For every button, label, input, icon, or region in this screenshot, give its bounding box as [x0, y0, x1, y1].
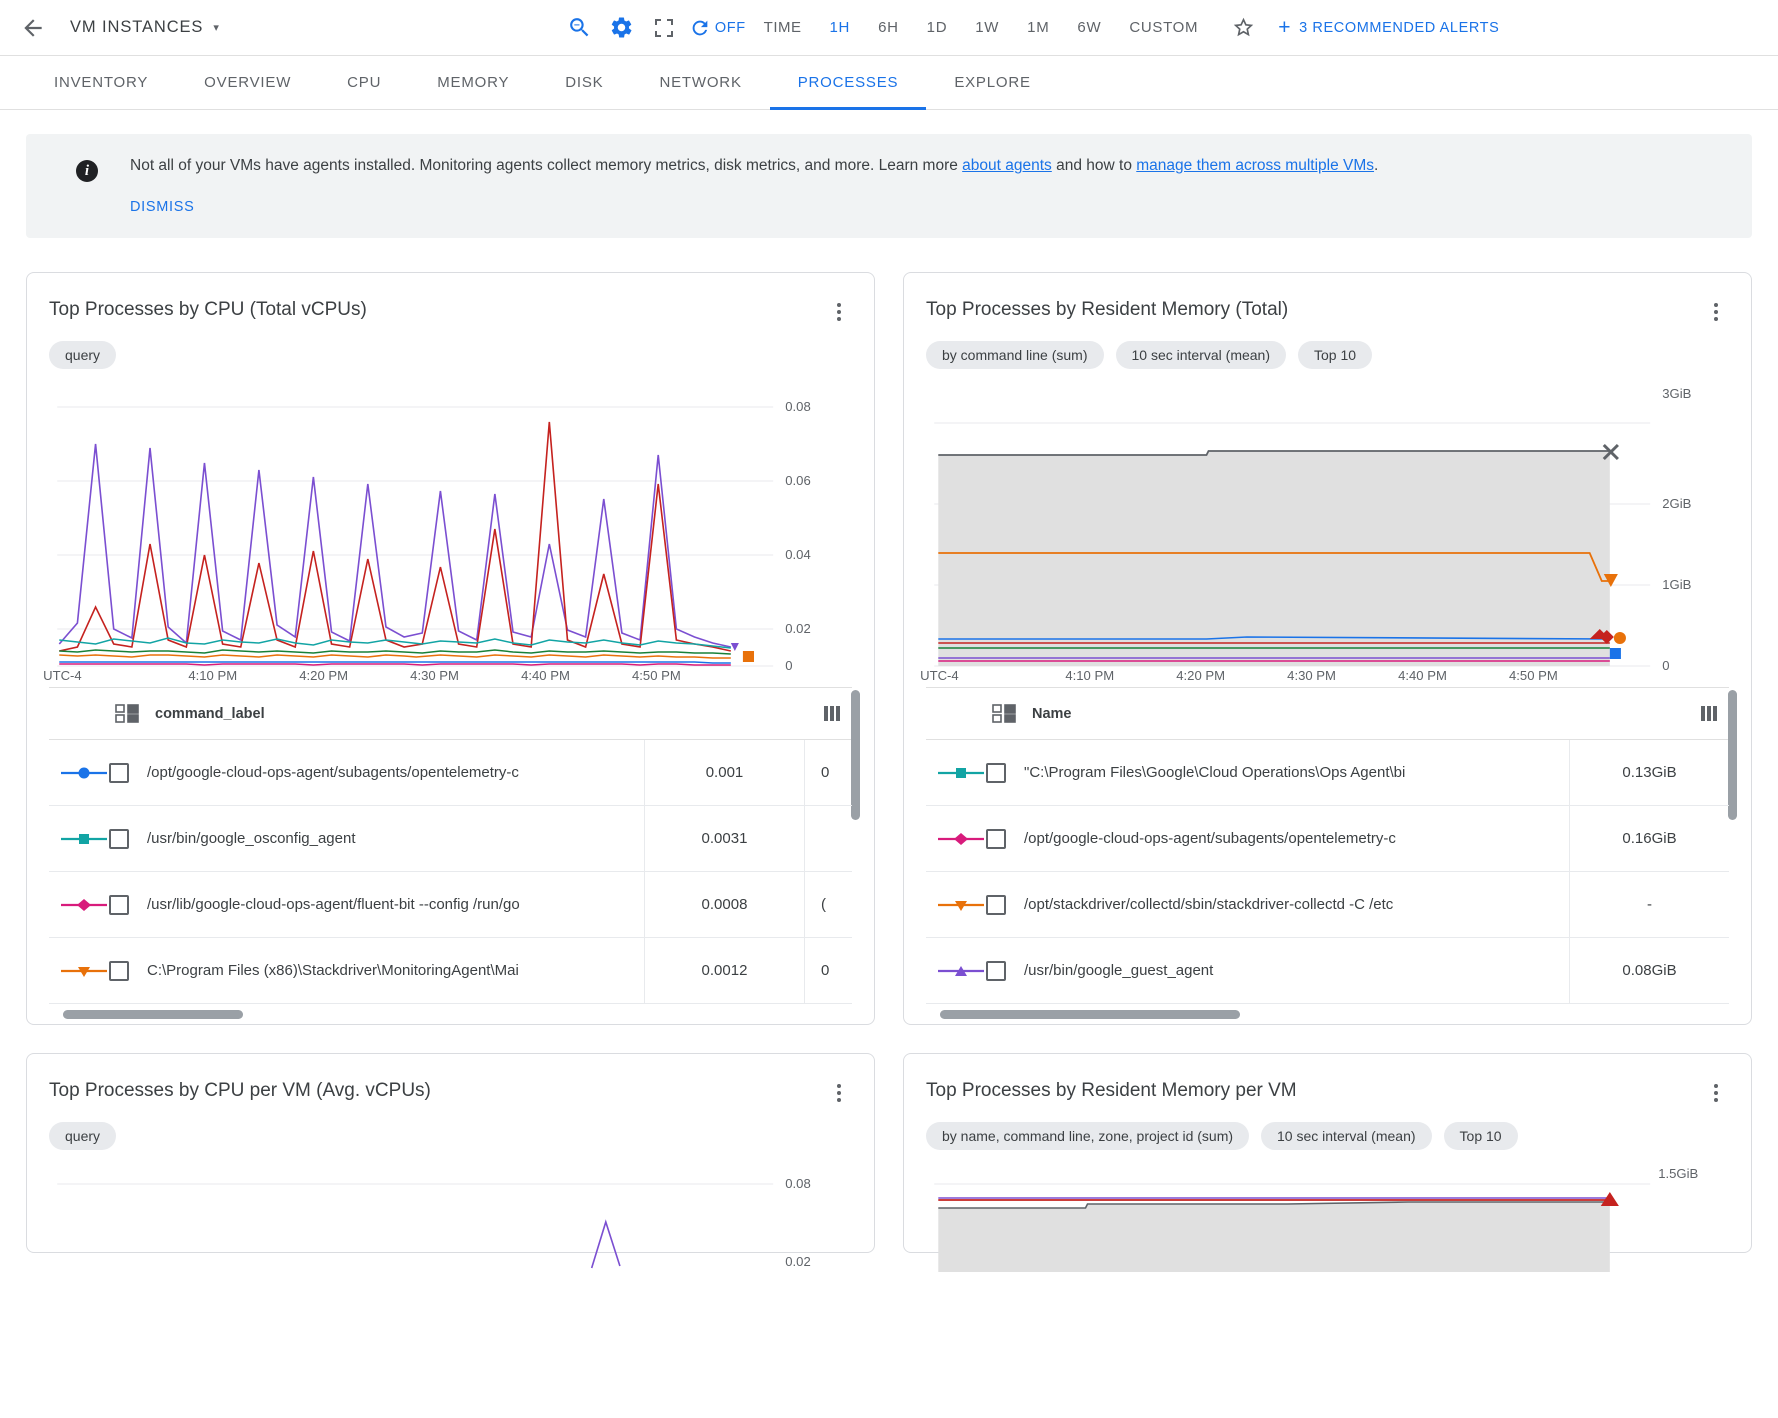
- cpu-per-vm-chart: [27, 1162, 874, 1272]
- row-checkbox[interactable]: [109, 763, 129, 783]
- series-swatch-square: [936, 766, 986, 780]
- table-row[interactable]: [49, 938, 852, 1004]
- chip-by-name-command-zone-project[interactable]: by name, command line, zone, project id (sum): [926, 1122, 1249, 1150]
- svg-text:4:30 PM: 4:30 PM: [410, 668, 459, 684]
- row-label: C:\Program Files (x86)\Stackdriver\MonitoringAgent\Mai: [147, 962, 519, 980]
- row-checkbox[interactable]: [986, 961, 1006, 981]
- legend-horizontal-scrollbar[interactable]: [940, 1010, 1240, 1019]
- row-checkbox[interactable]: [986, 895, 1006, 915]
- recommended-alerts-button[interactable]: [1278, 17, 1499, 38]
- series-swatch-square: [59, 832, 109, 846]
- chip-query[interactable]: query: [49, 341, 116, 369]
- cpu-total-chart: [27, 381, 874, 684]
- card-title: Top Processes by CPU per VM (Avg. vCPUs): [49, 1080, 431, 1102]
- cpu-total-legend-table: [49, 687, 852, 1024]
- svg-text:UTC-4: UTC-4: [920, 668, 959, 684]
- series-swatch-diamond: [59, 898, 109, 912]
- chip-row: [27, 1106, 874, 1150]
- columns-icon[interactable]: [824, 706, 840, 721]
- row-value: 0.13GiB: [1569, 740, 1729, 805]
- agents-info-banner: [26, 134, 1752, 238]
- range-1h[interactable]: 1H: [829, 19, 851, 36]
- row-value-secondary: [804, 806, 852, 871]
- more-options-icon[interactable]: [826, 299, 852, 325]
- card-top-processes-cpu-total: [26, 272, 875, 1025]
- svg-text:0.02: 0.02: [785, 1254, 811, 1270]
- chip-row: [27, 325, 874, 369]
- tab-cpu[interactable]: CPU: [347, 74, 382, 91]
- chip-row: [904, 325, 1751, 369]
- banner-text-part1: Not all of your VMs have agents installed. Monitoring agents collect memory metrics, disk metrics, and more. Learn more: [130, 157, 963, 174]
- table-row[interactable]: [49, 806, 852, 872]
- refresh-icon: [689, 17, 711, 39]
- tab-inventory[interactable]: INVENTORY: [54, 74, 149, 91]
- svg-text:0.04: 0.04: [785, 547, 811, 563]
- range-custom[interactable]: CUSTOM: [1129, 19, 1199, 36]
- time-label: TIME: [763, 19, 802, 36]
- row-value: 0.08GiB: [1569, 938, 1729, 1003]
- chip-top-10[interactable]: Top 10: [1444, 1122, 1518, 1150]
- table-row[interactable]: [926, 872, 1729, 938]
- more-options-icon[interactable]: [1703, 1080, 1729, 1106]
- about-agents-link[interactable]: about agents: [962, 157, 1052, 174]
- dashboard-grid: [0, 238, 1778, 1270]
- memory-total-chart: [904, 381, 1751, 684]
- table-row[interactable]: [49, 872, 852, 938]
- card-top-processes-memory-per-vm: [903, 1053, 1752, 1253]
- top-app-bar: [0, 0, 1778, 56]
- table-row[interactable]: [926, 938, 1729, 1004]
- page-title: VM INSTANCES: [70, 18, 204, 36]
- auto-refresh-label: OFF: [714, 19, 746, 36]
- svg-text:4:20 PM: 4:20 PM: [299, 668, 349, 684]
- row-value: -: [1569, 872, 1729, 937]
- card-top-processes-cpu-per-vm: [26, 1053, 875, 1270]
- chip-by-command-line[interactable]: by command line (sum): [926, 341, 1104, 369]
- search-zoom-icon[interactable]: [559, 7, 601, 49]
- row-checkbox[interactable]: [109, 961, 129, 981]
- row-value-secondary: 0: [804, 938, 852, 1003]
- range-1d[interactable]: 1D: [926, 19, 948, 36]
- recommended-alerts-label: 3 RECOMMENDED ALERTS: [1299, 19, 1500, 36]
- card-title: Top Processes by Resident Memory per VM: [926, 1080, 1297, 1102]
- range-6h[interactable]: 6H: [878, 19, 899, 36]
- memory-total-legend-table: [926, 687, 1729, 1024]
- range-1w[interactable]: 1W: [975, 19, 1000, 36]
- legend-vertical-scrollbar[interactable]: [851, 690, 860, 820]
- table-row[interactable]: [926, 806, 1729, 872]
- row-label: /usr/lib/google-cloud-ops-agent/fluent-bit --config /run/go: [147, 896, 520, 914]
- row-label: /opt/google-cloud-ops-agent/subagents/opentelemetry-c: [1024, 830, 1396, 848]
- banner-text-part2: and how to: [1051, 157, 1137, 174]
- row-value: 0.0012: [644, 938, 804, 1003]
- auto-refresh-toggle[interactable]: [689, 17, 746, 39]
- tab-bar: [0, 56, 1778, 110]
- chip-interval[interactable]: 10 sec interval (mean): [1261, 1122, 1432, 1150]
- more-options-icon[interactable]: [826, 1080, 852, 1106]
- card-top-processes-memory-total: [903, 272, 1752, 1025]
- tab-memory[interactable]: MEMORY: [437, 74, 510, 91]
- tab-explore[interactable]: EXPLORE: [954, 74, 1031, 91]
- dismiss-button[interactable]: DISMISS: [130, 199, 195, 216]
- svg-text:4:40 PM: 4:40 PM: [521, 668, 570, 684]
- row-checkbox[interactable]: [986, 829, 1006, 849]
- svg-text:4:30 PM: 4:30 PM: [1287, 668, 1336, 684]
- tab-overview[interactable]: OVERVIEW: [204, 74, 292, 91]
- fullscreen-icon[interactable]: [643, 7, 685, 49]
- svg-text:0.02: 0.02: [785, 621, 811, 637]
- chip-row: [904, 1106, 1751, 1150]
- card-title: Top Processes by Resident Memory (Total): [926, 299, 1289, 321]
- svg-text:2GiB: 2GiB: [1662, 496, 1692, 512]
- row-value: 0.001: [644, 740, 804, 805]
- row-value: 0.16GiB: [1569, 806, 1729, 871]
- banner-text: [130, 154, 1378, 177]
- plus-icon: +: [1278, 16, 1292, 39]
- svg-text:3GiB: 3GiB: [1662, 386, 1692, 402]
- legend-header-row: [926, 688, 1729, 740]
- tab-network[interactable]: NETWORK: [659, 74, 742, 91]
- chip-interval[interactable]: 10 sec interval (mean): [1116, 341, 1287, 369]
- manage-vms-link[interactable]: manage them across multiple VMs: [1136, 157, 1375, 174]
- star-outline-icon[interactable]: [1222, 7, 1264, 49]
- memory-per-vm-chart: [904, 1162, 1751, 1272]
- svg-text:0.06: 0.06: [785, 473, 811, 489]
- back-arrow-icon[interactable]: [18, 13, 48, 43]
- svg-text:0: 0: [785, 658, 793, 674]
- range-1m[interactable]: 1M: [1027, 19, 1050, 36]
- select-all-icon[interactable]: [115, 704, 141, 724]
- svg-text:0.08: 0.08: [785, 399, 811, 415]
- row-value: 0.0031: [644, 806, 804, 871]
- select-all-icon[interactable]: [992, 704, 1018, 724]
- svg-text:4:20 PM: 4:20 PM: [1176, 668, 1226, 684]
- row-label: "C:\Program Files\Google\Cloud Operations\Ops Agent\bi: [1024, 764, 1406, 782]
- row-label: /opt/stackdriver/collectd/sbin/stackdriver-collectd -C /etc: [1024, 896, 1394, 914]
- info-icon: i: [70, 154, 104, 188]
- row-value: 0.0008: [644, 872, 804, 937]
- svg-text:4:40 PM: 4:40 PM: [1398, 668, 1447, 684]
- columns-icon[interactable]: [1701, 706, 1717, 721]
- more-options-icon[interactable]: [1703, 299, 1729, 325]
- svg-text:4:50 PM: 4:50 PM: [632, 668, 681, 684]
- svg-text:0: 0: [1662, 658, 1670, 674]
- table-row[interactable]: [49, 740, 852, 806]
- legend-horizontal-scroll-track: [49, 1004, 852, 1024]
- chip-query[interactable]: query: [49, 1122, 116, 1150]
- svg-text:UTC-4: UTC-4: [43, 668, 82, 684]
- svg-text:1GiB: 1GiB: [1662, 577, 1692, 593]
- chevron-down-icon[interactable]: ▾: [213, 22, 219, 34]
- legend-vertical-scrollbar[interactable]: [1728, 690, 1737, 820]
- row-checkbox[interactable]: [986, 763, 1006, 783]
- svg-text:4:10 PM: 4:10 PM: [1065, 668, 1115, 684]
- series-swatch-diamond: [936, 832, 986, 846]
- banner-text-part3: .: [1374, 157, 1379, 174]
- toolbar: [559, 7, 1500, 49]
- row-value-secondary: 0: [804, 740, 852, 805]
- gear-icon[interactable]: [601, 7, 643, 49]
- series-swatch-triangle-down: [936, 898, 986, 912]
- tab-processes[interactable]: PROCESSES: [770, 56, 927, 109]
- tab-disk[interactable]: DISK: [565, 74, 604, 91]
- table-row[interactable]: [926, 740, 1729, 806]
- svg-text:0.08: 0.08: [785, 1176, 811, 1192]
- series-swatch-circle: [59, 766, 109, 780]
- chip-top-10[interactable]: Top 10: [1298, 341, 1372, 369]
- row-checkbox[interactable]: [109, 829, 129, 849]
- legend-horizontal-scroll-track: [926, 1004, 1729, 1024]
- legend-column-header: command_label: [155, 705, 265, 722]
- range-6w[interactable]: 6W: [1077, 19, 1102, 36]
- legend-horizontal-scrollbar[interactable]: [63, 1010, 243, 1019]
- series-swatch-triangle-down: [59, 964, 109, 978]
- row-value-secondary: (: [804, 872, 852, 937]
- row-checkbox[interactable]: [109, 895, 129, 915]
- row-label: /usr/bin/google_guest_agent: [1024, 962, 1214, 980]
- svg-text:1.5GiB: 1.5GiB: [1658, 1166, 1699, 1182]
- svg-text:4:10 PM: 4:10 PM: [188, 668, 238, 684]
- card-title: Top Processes by CPU (Total vCPUs): [49, 299, 367, 321]
- svg-text:4:50 PM: 4:50 PM: [1509, 668, 1558, 684]
- row-label: /opt/google-cloud-ops-agent/subagents/opentelemetry-c: [147, 764, 519, 782]
- legend-column-header: Name: [1032, 705, 1072, 722]
- legend-header-row: [49, 688, 852, 740]
- series-swatch-triangle-up: [936, 964, 986, 978]
- row-label: /usr/bin/google_osconfig_agent: [147, 830, 356, 848]
